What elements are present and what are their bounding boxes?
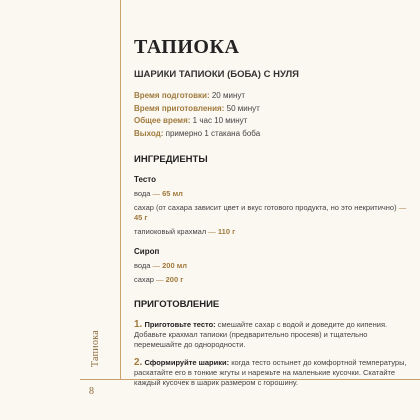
syrup-heading: Сироп bbox=[134, 247, 160, 256]
meta-cook-time bbox=[134, 103, 412, 116]
meta-value: 50 минут bbox=[224, 103, 260, 113]
ingredient-name: вода bbox=[134, 189, 151, 198]
ingredient-name: сахар (от сахара зависит цвет и вкус готового продукта, но это некритично) bbox=[134, 203, 397, 212]
ingredient-amount: 110 г bbox=[217, 227, 236, 236]
recipe-title: ТАПИОКА bbox=[134, 36, 240, 58]
method-step bbox=[134, 358, 412, 388]
meta-prep-time bbox=[134, 90, 412, 103]
running-head: Тапиока bbox=[90, 330, 101, 368]
ingredient-item bbox=[134, 203, 412, 223]
meta-label: Общее время: bbox=[134, 116, 191, 125]
step-label: Сформируйте шарики: bbox=[144, 358, 230, 367]
recipe-meta bbox=[134, 90, 412, 140]
step-text: смешайте сахар с водой и доведите до кипения. Добавьте крахмал тапиоки (предварительно просеяв) и тщательно перемешайте до однородности. bbox=[134, 320, 388, 349]
ingredient-item bbox=[134, 275, 412, 285]
method-step bbox=[134, 320, 412, 350]
page-number: 8 bbox=[89, 386, 94, 397]
ingredient-item bbox=[134, 261, 412, 271]
ingredient-separator: — bbox=[396, 203, 407, 212]
meta-value: 1 час 10 минут bbox=[190, 116, 248, 125]
meta-label: Выход: bbox=[134, 128, 164, 138]
recipe-subtitle: ШАРИКИ ТАПИОКИ (БОБА) С НУЛЯ bbox=[134, 69, 300, 80]
meta-label: Время подготовки: bbox=[134, 91, 210, 100]
meta-value: примерно 1 стакана боба bbox=[163, 128, 261, 138]
page-margin-strip bbox=[0, 0, 82, 420]
step-text: когда тесто остынет до комфортной температуры, раскатайте его в тонкие жгуты и нарежьте на маленькие кусочки. Скатайте каждый кусочек в шарик размером с горошину. bbox=[134, 358, 407, 387]
ingredient-separator: — bbox=[150, 189, 163, 198]
method-heading: ПРИГОТОВЛЕНИЕ bbox=[134, 299, 220, 310]
meta-yield bbox=[134, 128, 412, 141]
step-label: Приготовьте тесто: bbox=[144, 320, 216, 329]
step-number: 2. bbox=[134, 357, 143, 368]
ingredient-name: сахар bbox=[134, 275, 154, 284]
ingredient-amount: 200 мл bbox=[162, 261, 188, 270]
ingredient-amount: 45 г bbox=[134, 213, 148, 222]
ingredient-separator: — bbox=[150, 261, 163, 270]
ingredient-amount: 65 мл bbox=[162, 189, 183, 198]
ingredient-name: вода bbox=[134, 261, 151, 270]
step-number: 1. bbox=[134, 319, 143, 330]
ingredient-separator: — bbox=[206, 227, 218, 236]
ingredients-heading: ИНГРЕДИЕНТЫ bbox=[134, 154, 208, 165]
ingredient-name: тапиоковый крахмал bbox=[134, 227, 207, 236]
meta-label: Время приготовления: bbox=[134, 103, 225, 113]
ingredient-separator: — bbox=[153, 275, 166, 284]
ingredient-amount: 200 г bbox=[165, 275, 184, 284]
ingredient-item bbox=[134, 227, 412, 237]
dough-heading: Тесто bbox=[134, 175, 156, 184]
margin-rule bbox=[120, 0, 121, 380]
meta-value: 20 минут bbox=[209, 91, 246, 100]
meta-total-time bbox=[134, 115, 412, 128]
ingredient-item bbox=[134, 189, 412, 199]
recipe-content bbox=[134, 36, 412, 396]
